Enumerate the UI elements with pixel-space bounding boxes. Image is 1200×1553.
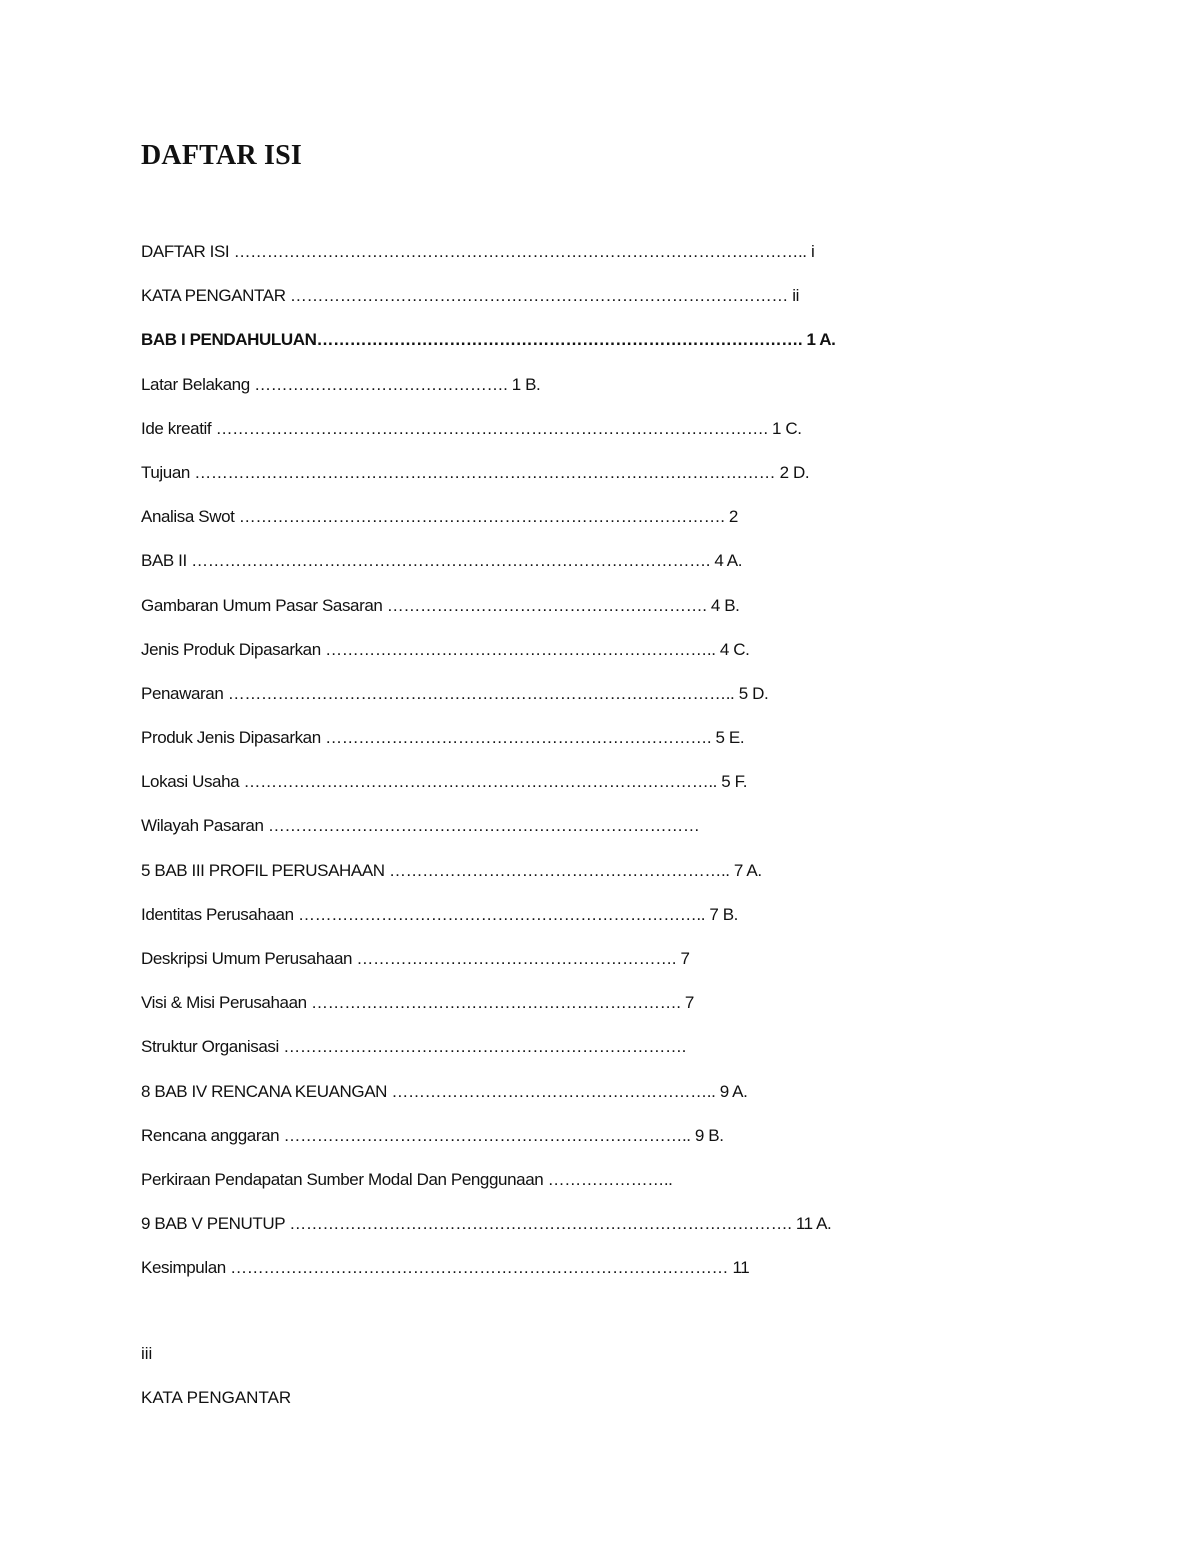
toc-entry-text: Latar Belakang ………………………………………. 1 B. — [141, 374, 541, 394]
toc-entry-text: BAB I PENDAHULUAN……………………………………………………………………………. 1 A. — [141, 330, 836, 350]
toc-entry — [141, 857, 861, 901]
table-of-contents — [141, 238, 861, 1299]
toc-entry — [141, 1210, 861, 1254]
toc-entry-text: Wilayah Pasaran …………………………………………………………………… — [141, 816, 700, 836]
toc-entry — [141, 503, 861, 547]
toc-entry-text: Produk Jenis Dipasarkan ……………………………………………………………. 5 E. — [141, 728, 745, 748]
toc-entry — [141, 1254, 861, 1298]
toc-entry-text: Ide kreatif ………………………………………………………………………………………. 1 C. — [141, 418, 802, 438]
page-number: iii — [141, 1344, 153, 1363]
toc-entry — [141, 415, 861, 459]
toc-entry-text: 5 BAB III PROFIL PERUSAHAAN …………………………………………………….. 7 A. — [141, 860, 762, 880]
toc-entry-text: Deskripsi Umum Perusahaan …………………………………………………. 7 — [141, 949, 690, 968]
page-title: DAFTAR ISI — [141, 140, 302, 171]
toc-entry — [141, 812, 861, 856]
toc-entry-text: Tujuan …………………………………………………………………………………………… 2 D. — [141, 462, 810, 482]
toc-entry-text: KATA PENGANTAR ……………………………………………………………………………… ii — [141, 286, 799, 306]
toc-entry-text: Lokasi Usaha ………………………………………………………………………….. 5 F. — [141, 772, 748, 792]
toc-entry-text: 9 BAB V PENUTUP ………………………………………………………………………………. 11 A. — [141, 1214, 832, 1234]
toc-entry — [141, 459, 861, 503]
toc-entry — [141, 371, 861, 415]
toc-entry-text: Rencana anggaran ……………………………………………………………….. 9 B. — [141, 1125, 724, 1145]
toc-entry — [141, 326, 861, 370]
toc-entry — [141, 1078, 861, 1122]
toc-entry-text: Identitas Perusahaan ……………………………………………………………….. 7 B. — [141, 904, 739, 924]
toc-entry-text: Visi & Misi Perusahaan …………………………………………………………. 7 — [141, 993, 694, 1013]
toc-entry — [141, 724, 861, 768]
toc-entry — [141, 238, 861, 282]
toc-entry — [141, 1166, 861, 1210]
toc-entry — [141, 680, 861, 724]
toc-entry — [141, 989, 861, 1033]
toc-entry — [141, 282, 861, 326]
toc-entry — [141, 901, 861, 945]
toc-entry-text: Struktur Organisasi ………………………………………………………………. — [141, 1037, 686, 1057]
toc-entry-text: Jenis Produk Dipasarkan …………………………………………………………….. 4 C. — [141, 639, 750, 659]
toc-entry — [141, 1033, 861, 1077]
toc-entry-text: BAB II …………………………………………………………………………………. 4 A. — [141, 551, 743, 571]
next-section-heading: KATA PENGANTAR — [141, 1388, 292, 1407]
toc-entry-text: Gambaran Umum Pasar Sasaran …………………………………………………. 4 B. — [141, 595, 740, 615]
toc-entry-text: Analisa Swot ……………………………………………………………………………. 2 — [141, 507, 738, 527]
toc-entry — [141, 547, 861, 591]
toc-entry — [141, 592, 861, 636]
toc-entry — [141, 945, 861, 989]
toc-entry-text: DAFTAR ISI ………………………………………………………………………………………….. i — [141, 242, 815, 261]
page-footer — [141, 1340, 841, 1428]
toc-entry — [141, 636, 861, 680]
toc-entry-text: Penawaran ……………………………………………………………………………….. 5 D. — [141, 683, 769, 703]
toc-entry-text: Kesimpulan ……………………………………………………………………………… 11 — [141, 1258, 750, 1278]
toc-entry-text: 8 BAB IV RENCANA KEUANGAN ………………………………………………….. 9 A. — [141, 1081, 748, 1101]
toc-entry-text: Perkiraan Pendapatan Sumber Modal Dan Penggunaan ………………….. — [141, 1169, 673, 1189]
toc-entry — [141, 1122, 861, 1166]
toc-entry — [141, 768, 861, 812]
